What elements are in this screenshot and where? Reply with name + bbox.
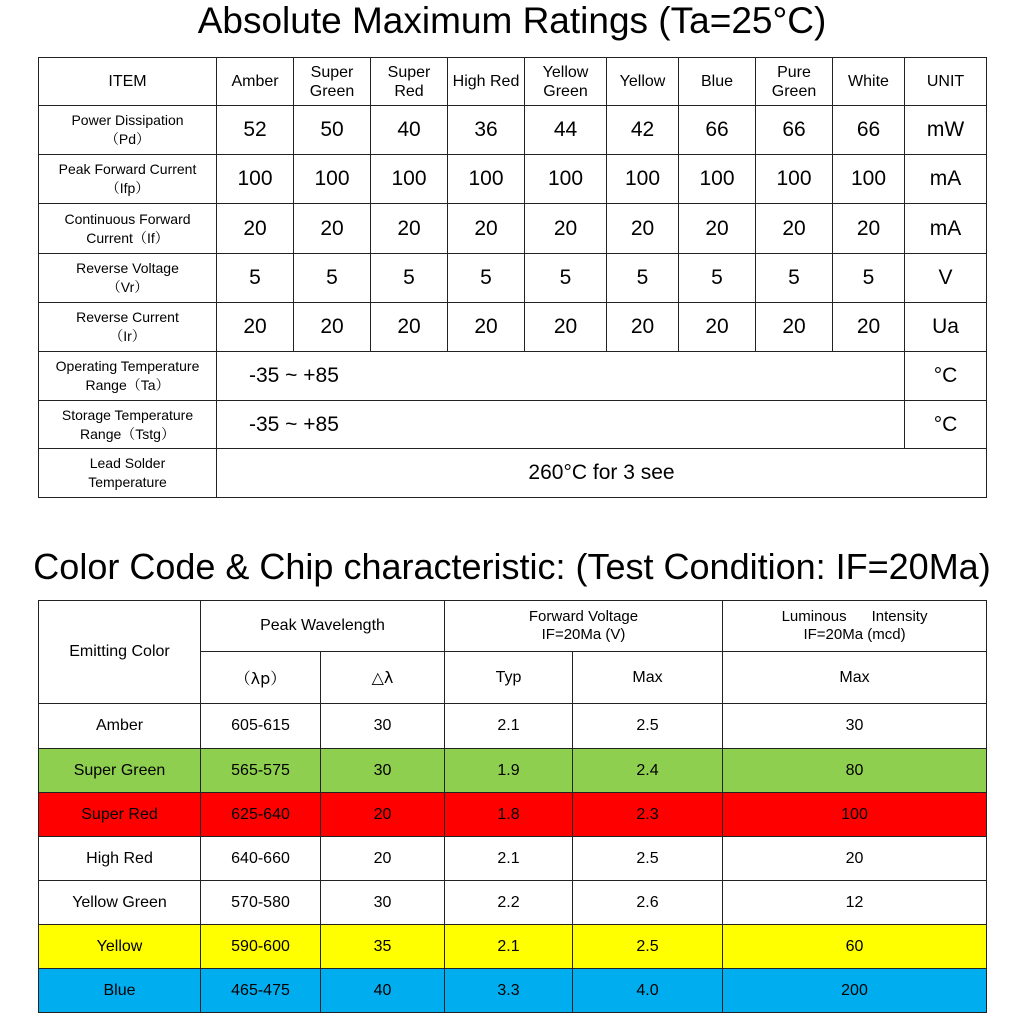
- rating-value: 42: [607, 106, 679, 155]
- rating-value: 5: [607, 254, 679, 303]
- row-label-text: Reverse Current: [76, 309, 179, 325]
- row-label-symbol: （Ir）: [109, 328, 146, 344]
- lambda-p-header: （λp）: [201, 652, 321, 704]
- color-header: White: [833, 58, 905, 106]
- emitting-color-name: Super Red: [39, 793, 201, 837]
- solder-row: [39, 449, 987, 498]
- row-label-text: Storage Temperature: [61, 406, 194, 423]
- row-label: [39, 204, 217, 254]
- row-label: [39, 254, 217, 303]
- rating-value: 20: [294, 204, 371, 254]
- rating-unit: V: [905, 254, 987, 303]
- row-label-symbol: （Vr）: [106, 279, 149, 295]
- luminous-intensity-condition: IF=20Ma: [803, 626, 864, 643]
- forward-voltage-typ: 2.2: [445, 881, 573, 925]
- row-label-symbol: （Pd）: [104, 131, 151, 147]
- storage-temp-unit: °C: [905, 401, 987, 449]
- rating-row: [39, 254, 987, 303]
- color-header: High Red: [448, 58, 525, 106]
- forward-voltage-typ: 2.1: [445, 925, 573, 969]
- emitting-color-name: Amber: [39, 704, 201, 749]
- rating-value: 52: [217, 106, 294, 155]
- typ-header: Typ: [445, 652, 573, 704]
- row-label-text: Operating Temperature: [55, 358, 200, 374]
- rating-row: [39, 303, 987, 352]
- rating-value: 20: [217, 303, 294, 352]
- rating-value: 20: [448, 303, 525, 352]
- row-label: [39, 155, 217, 204]
- delta-lambda-value: 35: [321, 925, 445, 969]
- max-intensity-header: Max: [723, 652, 987, 704]
- rating-value: 20: [525, 204, 607, 254]
- chip-row: [39, 793, 987, 837]
- luminous-intensity-max: 20: [723, 837, 987, 881]
- rating-value: 20: [756, 204, 833, 254]
- row-label-text: Power Dissipation: [71, 112, 184, 128]
- color-header: Yellow: [607, 58, 679, 106]
- rating-value: 100: [833, 155, 905, 204]
- rating-value: 5: [525, 254, 607, 303]
- row-label-symbol: Range（Ta）: [85, 377, 170, 393]
- row-label-symbol: （Ifp）: [105, 180, 150, 196]
- chip-title: Color Code & Chip characteristic: (Test Condition: IF=20Ma): [33, 546, 991, 587]
- peak-wavelength-value: 625-640: [201, 793, 321, 837]
- forward-voltage-condition: IF=20Ma: [541, 626, 602, 643]
- forward-voltage-max: 2.5: [573, 837, 723, 881]
- row-label: [39, 352, 217, 401]
- luminous-intensity-max: 80: [723, 749, 987, 793]
- rating-value: 20: [294, 303, 371, 352]
- rating-value: 44: [525, 106, 607, 155]
- rating-value: 100: [371, 155, 448, 204]
- rating-value: 20: [833, 204, 905, 254]
- row-label-symbol: Range（Tstg）: [80, 425, 175, 442]
- rating-value: 20: [833, 303, 905, 352]
- color-header: Super Red: [371, 58, 448, 106]
- rating-value: 100: [679, 155, 756, 204]
- storage-temp-row: [39, 401, 987, 449]
- luminous-intensity-title: Luminous Intensity: [781, 608, 928, 625]
- rating-value: 5: [448, 254, 525, 303]
- emitting-color-name: Yellow Green: [39, 881, 201, 925]
- rating-row: [39, 155, 987, 204]
- forward-voltage-typ: 2.1: [445, 837, 573, 881]
- emitting-color-name: Super Green: [39, 749, 201, 793]
- rating-value: 20: [217, 204, 294, 254]
- chip-row: [39, 881, 987, 925]
- color-header: Super Green: [294, 58, 371, 106]
- color-header: Blue: [679, 58, 756, 106]
- rating-value: 100: [756, 155, 833, 204]
- luminous-intensity-max: 12: [723, 881, 987, 925]
- luminous-intensity-unit: (mcd): [867, 626, 906, 643]
- unit-header: UNIT: [905, 58, 987, 106]
- delta-lambda-value: 30: [321, 881, 445, 925]
- storage-temp-value: -35 ~ +85: [217, 401, 905, 449]
- rating-value: 100: [525, 155, 607, 204]
- row-label: [39, 449, 217, 498]
- forward-voltage-max: 4.0: [573, 969, 723, 1013]
- chip-row: [39, 925, 987, 969]
- luminous-intensity-header: [723, 601, 987, 652]
- rating-value: 100: [294, 155, 371, 204]
- rating-value: 100: [448, 155, 525, 204]
- color-header: Yellow Green: [525, 58, 607, 106]
- rating-unit: mA: [905, 155, 987, 204]
- forward-voltage-typ: 2.1: [445, 704, 573, 749]
- row-label: [39, 401, 217, 449]
- chip-row: [39, 704, 987, 749]
- rating-value: 40: [371, 106, 448, 155]
- op-temp-row: [39, 352, 987, 401]
- row-label-text: Continuous Forward: [64, 210, 191, 227]
- rating-value: 20: [679, 303, 756, 352]
- emitting-color-name: Blue: [39, 969, 201, 1013]
- forward-voltage-header: [445, 601, 723, 652]
- rating-unit: mA: [905, 204, 987, 254]
- delta-lambda-value: 30: [321, 749, 445, 793]
- rating-value: 5: [217, 254, 294, 303]
- rating-value: 66: [833, 106, 905, 155]
- rating-value: 20: [371, 204, 448, 254]
- peak-wavelength-value: 570-580: [201, 881, 321, 925]
- chip-row: [39, 837, 987, 881]
- forward-voltage-max: 2.5: [573, 704, 723, 749]
- rating-row: [39, 204, 987, 254]
- solder-value: 260°C for 3 see: [217, 449, 987, 498]
- chip-row: [39, 749, 987, 793]
- rating-value: 5: [294, 254, 371, 303]
- op-temp-unit: °C: [905, 352, 987, 401]
- absolute-max-ratings-table: [38, 57, 987, 498]
- max-header: Max: [573, 652, 723, 704]
- rating-value: 5: [679, 254, 756, 303]
- rating-value: 36: [448, 106, 525, 155]
- rating-unit: mW: [905, 106, 987, 155]
- delta-lambda-value: 20: [321, 793, 445, 837]
- forward-voltage-max: 2.6: [573, 881, 723, 925]
- delta-lambda-value: 30: [321, 704, 445, 749]
- rating-row: [39, 106, 987, 155]
- row-label-text: Lead Solder: [89, 455, 166, 471]
- op-temp-value: -35 ~ +85: [217, 352, 905, 401]
- forward-voltage-title: Forward Voltage: [528, 608, 639, 625]
- forward-voltage-typ: 3.3: [445, 969, 573, 1013]
- rating-value: 50: [294, 106, 371, 155]
- row-label: [39, 303, 217, 352]
- delta-lambda-value: 20: [321, 837, 445, 881]
- luminous-intensity-max: 200: [723, 969, 987, 1013]
- forward-voltage-max: 2.4: [573, 749, 723, 793]
- row-label-text: Temperature: [88, 474, 167, 490]
- forward-voltage-typ: 1.9: [445, 749, 573, 793]
- rating-value: 5: [371, 254, 448, 303]
- luminous-intensity-max: 60: [723, 925, 987, 969]
- row-label-symbol: Current（If）: [86, 229, 169, 246]
- forward-voltage-max: 2.3: [573, 793, 723, 837]
- color-code-chip-table: [38, 600, 987, 1013]
- color-header: Pure Green: [756, 58, 833, 106]
- forward-voltage-unit: (V): [605, 626, 626, 643]
- item-header: ITEM: [39, 58, 217, 106]
- forward-voltage-max: 2.5: [573, 925, 723, 969]
- chip-header-row: [39, 601, 987, 652]
- emitting-color-name: High Red: [39, 837, 201, 881]
- rating-value: 5: [756, 254, 833, 303]
- rating-value: 20: [607, 303, 679, 352]
- row-label-text: Peak Forward Current: [58, 161, 197, 177]
- emitting-color-header: Emitting Color: [39, 601, 201, 704]
- ratings-header-row: [39, 58, 987, 106]
- delta-lambda-value: 40: [321, 969, 445, 1013]
- row-label-text: Reverse Voltage: [76, 260, 179, 276]
- luminous-intensity-max: 30: [723, 704, 987, 749]
- rating-value: 66: [756, 106, 833, 155]
- rating-value: 20: [756, 303, 833, 352]
- rating-value: 66: [679, 106, 756, 155]
- chip-row: [39, 969, 987, 1013]
- emitting-color-name: Yellow: [39, 925, 201, 969]
- rating-value: 20: [448, 204, 525, 254]
- delta-lambda-header: △λ: [321, 652, 445, 704]
- peak-wavelength-value: 605-615: [201, 704, 321, 749]
- rating-value: 20: [371, 303, 448, 352]
- rating-value: 20: [525, 303, 607, 352]
- peak-wavelength-value: 465-475: [201, 969, 321, 1013]
- color-header: Amber: [217, 58, 294, 106]
- rating-value: 100: [607, 155, 679, 204]
- peak-wavelength-value: 565-575: [201, 749, 321, 793]
- peak-wavelength-value: 590-600: [201, 925, 321, 969]
- peak-wavelength-header: Peak Wavelength: [201, 601, 445, 652]
- ratings-title: Absolute Maximum Ratings (Ta=25°C): [197, 0, 827, 41]
- rating-value: 5: [833, 254, 905, 303]
- forward-voltage-typ: 1.8: [445, 793, 573, 837]
- rating-unit: Ua: [905, 303, 987, 352]
- luminous-intensity-max: 100: [723, 793, 987, 837]
- peak-wavelength-value: 640-660: [201, 837, 321, 881]
- rating-value: 20: [607, 204, 679, 254]
- rating-value: 100: [217, 155, 294, 204]
- row-label: [39, 106, 217, 155]
- rating-value: 20: [679, 204, 756, 254]
